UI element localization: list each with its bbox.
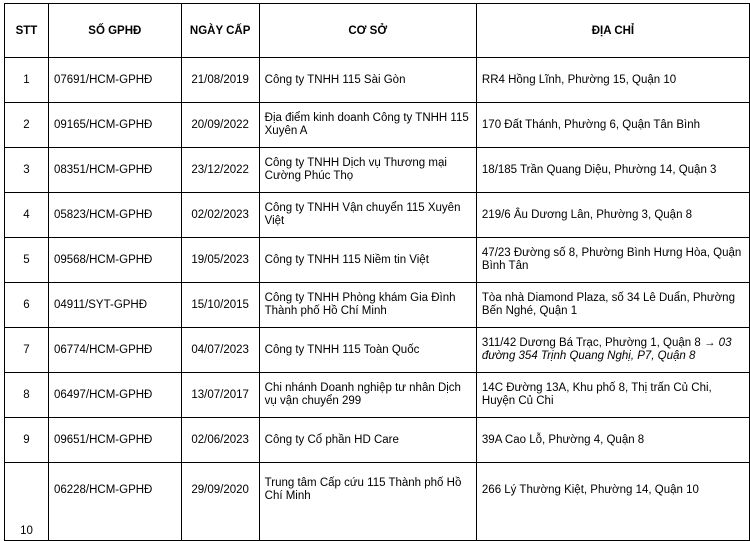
facility-cell: Công ty TNHH 115 Niềm tin Việt [259,238,476,283]
license-number-cell: 09165/HCM-GPHĐ [48,103,181,148]
header-row [5,4,750,58]
address-text: 266 Lý Thường Kiệt, Phường 14, Quận 10 [481,484,699,496]
stt-cell: 3 [5,148,49,193]
table-row [5,58,750,103]
facility-cell: Công ty TNHH Vận chuyển 115 Xuyên Việt [259,193,476,238]
stt-cell: 2 [5,103,49,148]
license-number-cell: 05823/HCM-GPHĐ [48,193,181,238]
issue-date-cell: 21/08/2019 [181,58,259,103]
stt-cell: 6 [5,283,49,328]
table-row [5,238,750,283]
address-note: 03 đường 354 Trịnh Quang Nghị, P7, Quận 8 [481,337,732,362]
address-cell [476,103,749,148]
header-dia-chi: ĐỊA CHỈ [476,4,749,58]
stt-cell: 4 [5,193,49,238]
issue-date-cell: 19/05/2023 [181,238,259,283]
stt-cell: 7 [5,328,49,373]
stt-cell: 9 [5,418,49,463]
address-cell [476,328,749,373]
table-row [5,283,750,328]
facility-cell: Chi nhánh Doanh nghiệp tư nhân Dịch vụ vận chuyển 299 [259,373,476,418]
license-table [4,3,750,541]
header-co-so: CƠ SỞ [259,4,476,58]
table-row [5,103,750,148]
address-cell [476,193,749,238]
license-number-cell: 06228/HCM-GPHĐ [48,463,181,541]
address-cell [476,238,749,283]
address-cell [476,58,749,103]
header-ngay-cap: NGÀY CẤP [181,4,259,58]
stt-cell: 1 [5,58,49,103]
stt-cell: 8 [5,373,49,418]
address-text: 18/185 Trần Quang Diệu, Phường 14, Quận 3 [481,163,717,176]
license-number-cell: 04911/SYT-GPHĐ [48,283,181,328]
license-number-cell: 07691/HCM-GPHĐ [48,58,181,103]
address-text: Tòa nhà Diamond Plaza, số 34 Lê Duẩn, Phường Bến Nghé, Quận 1 [481,292,735,317]
issue-date-cell: 04/07/2023 [181,328,259,373]
facility-cell: Công ty TNHH 115 Sài Gòn [259,58,476,103]
address-cell [476,283,749,328]
facility-cell: Địa điểm kinh doanh Công ty TNHH 115 Xuyên A [259,103,476,148]
facility-cell: Công ty TNHH Dịch vụ Thương mại Cường Phúc Thọ [259,148,476,193]
stt-cell: 5 [5,238,49,283]
address-cell [476,418,749,463]
issue-date-cell: 02/02/2023 [181,193,259,238]
issue-date-cell: 29/09/2020 [181,463,259,541]
issue-date-cell: 15/10/2015 [181,283,259,328]
license-number-cell: 06497/HCM-GPHĐ [48,373,181,418]
issue-date-cell: 20/09/2022 [181,103,259,148]
issue-date-cell: 23/12/2022 [181,148,259,193]
table-row [5,328,750,373]
license-number-cell: 06774/HCM-GPHĐ [48,328,181,373]
address-text: 39A Cao Lỗ, Phường 4, Quận 8 [481,433,645,446]
address-cell [476,148,749,193]
stt-cell: 10 [5,463,49,541]
table-row [5,463,750,541]
issue-date-cell: 13/07/2017 [181,373,259,418]
address-text: RR4 Hồng Lĩnh, Phường 15, Quận 10 [481,73,677,86]
address-cell [476,463,749,541]
address-text: 14C Đường 13A, Khu phố 8, Thị trấn Củ Chi, Huyện Củ Chi [481,382,712,407]
address-text: 47/23 Đường số 8, Phường Bình Hưng Hòa, Quận Bình Tân [481,247,742,272]
facility-cell: Công ty TNHH 115 Toàn Quốc [259,328,476,373]
address-text: 170 Đất Thánh, Phường 6, Quận Tân Bình [481,118,701,131]
table-row [5,148,750,193]
license-number-cell: 08351/HCM-GPHĐ [48,148,181,193]
address-cell [476,373,749,418]
address-text: 311/42 Dương Bá Trạc, Phường 1, Quận 8 → [481,337,719,349]
license-number-cell: 09568/HCM-GPHĐ [48,238,181,283]
facility-cell: Trung tâm Cấp cứu 115 Thành phố Hồ Chí Minh [259,463,476,541]
address-text: 219/6 Âu Dương Lân, Phường 3, Quận 8 [481,208,693,221]
issue-date-cell: 02/06/2023 [181,418,259,463]
header-so-gphd: SỐ GPHĐ [48,4,181,58]
license-number-cell: 09651/HCM-GPHĐ [48,418,181,463]
table-row [5,373,750,418]
table-row [5,193,750,238]
header-stt: STT [5,4,49,58]
facility-cell: Công ty Cổ phần HD Care [259,418,476,463]
facility-cell: Công ty TNHH Phòng khám Gia Đình Thành phố Hồ Chí Minh [259,283,476,328]
table-row [5,418,750,463]
